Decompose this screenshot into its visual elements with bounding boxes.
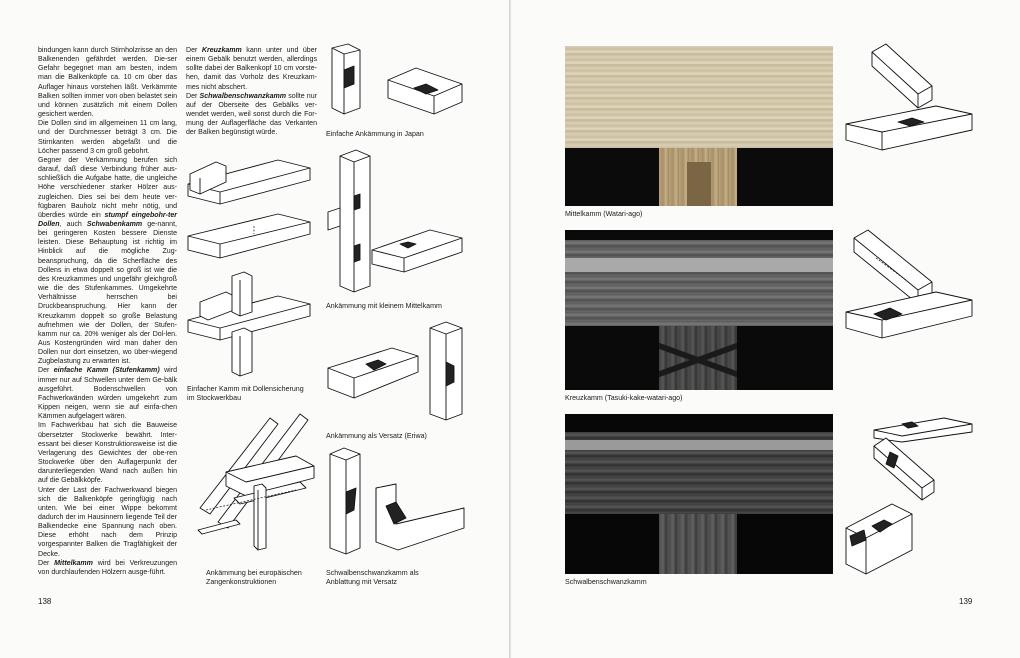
caption-small-mittelkamm: Ankämmung mit kleinem Mittelkamm <box>326 302 442 310</box>
drawing-kreuzkamm-beam <box>842 290 976 348</box>
photo-mittelkamm <box>565 46 833 206</box>
drawing-anblattung-beam <box>372 484 468 554</box>
text-paragraph: Gegner der Verkämmung berufen sich darauf, daß diese Verbindung früher aus-schließlich die Aufgabe hatte, die ungleiche Höhe verschiedener starker Hölzer aus-zugleichen. Dies sei bei dem heute ver-fügbaren Bauholz nicht mehr nötig, und überdies würde ein stumpf eingebohr-ter Dollen, auch Schwabenkamm ge-nannt, bei geringeren Kosten bessere Dienste leisten. Diese Behauptung ist richtig im Hinblick auf die mögliche Zug-beanspruchung, da die Scherfläche des Dollens in etwa doppelt so groß ist wie die des Kreuzkammes und ungefähr gleichgroß wie die des Stufenkammes. Umgekehrte Verhältnisse herrschen bei Druckbeanspruchung. Hier kann der Kreuzkamm doppelt so große Belastung aufnehmen wie der Dollen, der Stufen-kamm nur ca. 20% weniger als der Dol-len. Aus Kostengründen wird man daher den Dollen nur dort einsetzen, wo über-wiegend Zugbelastung zu erwarten ist. <box>38 156 177 366</box>
caption-eriwa: Ankämmung als Versatz (Eriwa) <box>326 432 427 440</box>
text-paragraph: bindungen kann durch Stirnholzrisse an den Balkenenden gefährdet werden. Die-ser Gefahr begegnet man am besten, indem man die Balkenköpfe ca. 10 cm über das Auflager hinaus vorstehen läßt. Verkämmte Balken sollten immer von oben belastet sein und können zusätzlich mit einem Dollen gesichert werden. <box>38 47 177 119</box>
drawing-zangen-construction <box>196 412 318 552</box>
text-paragraph: Der Kreuzkamm kann unter und über einem Gebälk benutzt werden, allerdings sollte dabei der Balkenkopf 10 cm vorste-hen, damit das Vorholz des Kreuzkam-mes nicht abschert. <box>186 47 317 91</box>
caption-dollen-line2: im Stockwerkbau <box>187 394 242 402</box>
drawing-dollen-lower-beam <box>186 212 314 262</box>
drawing-small-mittelkamm-beam <box>370 228 466 276</box>
drawing-eriwa-post <box>424 322 468 420</box>
drawing-japan-post <box>326 44 366 116</box>
page-number-right: 139 <box>959 597 973 606</box>
caption-zangen-line1: Ankämmung bei europäischen <box>206 569 302 577</box>
text-paragraph: Die Dollen sind im allgemeinen 11 cm lang, und der Durchmesser beträgt 3 cm. Die Stirnkanten werden abgefaßt und die Löcher passend 3 cm groß gebohrt. <box>38 120 177 155</box>
drawing-anblattung-post <box>326 448 366 554</box>
drawing-eriwa-beam <box>326 346 422 402</box>
drawing-dollen-assembled <box>186 272 314 378</box>
drawing-small-mittelkamm-post <box>326 150 376 292</box>
caption-anblattung-line1: Schwalbenschwanzkamm als <box>326 569 419 577</box>
text-paragraph: Unter der Last der Fachwerkwand biegen sich die Balkenköpfe geringfügig nach unten. Wie bei einer Wippe bekommt dadurch der im Hausinnern liegende Teil der Balkendecke eine Spannung nach oben. Diese erhöht nach dem Prinzip vorgespannter Balken die Tragfähigkeit der Decke. <box>38 486 177 558</box>
text-column-middle <box>186 46 317 138</box>
caption-dollen-line1: Einfacher Kamm mit Dollensicherung <box>187 385 304 393</box>
drawing-japan-beam <box>386 66 466 116</box>
book-gutter <box>509 0 511 658</box>
photo-schwalbenschwanzkamm <box>565 414 833 574</box>
drawing-schwalben-post <box>872 438 938 508</box>
page-number-left: 138 <box>38 597 52 606</box>
text-column-left <box>38 46 177 577</box>
drawing-dollen-top-beam <box>186 158 314 210</box>
text-paragraph: Der einfache Kamm (Stufenkamm) wird immer nur auf Schwellen unter dem Ge-bälk ausgeführt. Bodenschwellen von Fachwerkwänden würden umgekehrt zum Kippen neigen, wenn sie auf einfa-chen Kämmen aufgelagert wären. <box>38 367 177 421</box>
drawing-mittelkamm-beam <box>842 104 976 160</box>
caption-anblattung-line2: Anblattung mit Versatz <box>326 578 397 586</box>
caption-photo-schwalbenschwanzkamm: Schwalbenschwanzkamm <box>565 578 647 586</box>
text-paragraph: Der Mittelkamm wird bei Verkreuzungen von durchlaufenden Hölzern ausge-führt. <box>38 559 177 576</box>
drawing-schwalben-block <box>842 500 916 576</box>
caption-photo-kreuzkamm: Kreuzkamm (Tasuki-kake-watari-ago) <box>565 394 683 402</box>
caption-zangen-line2: Zangenkonstruktionen <box>206 578 277 586</box>
text-paragraph: Im Fachwerkbau hat sich die Bauweise übersetzter Stockwerke bewährt. Inter-essant bei dieser Konstruktionsweise ist die Verlagerung des Gewichtes der obe-ren Stockwerke über den Auflagerpunkt der darunterliegenden Wand nach außen hin auf die Gebälkköpfe. <box>38 422 177 485</box>
caption-japan: Einfache Ankämmung in Japan <box>326 130 424 138</box>
photo-kreuzkamm <box>565 230 833 390</box>
caption-photo-mittelkamm: Mittelkamm (Watari-ago) <box>565 210 643 218</box>
text-paragraph: Der Schwalbenschwanzkamm sollte nur auf der Oberseite des Gebälks ver-wendet werden, weil sonst durch die For-mung der Auflagerfläche das Verkanten der Balken begünstigt würde. <box>186 92 317 137</box>
